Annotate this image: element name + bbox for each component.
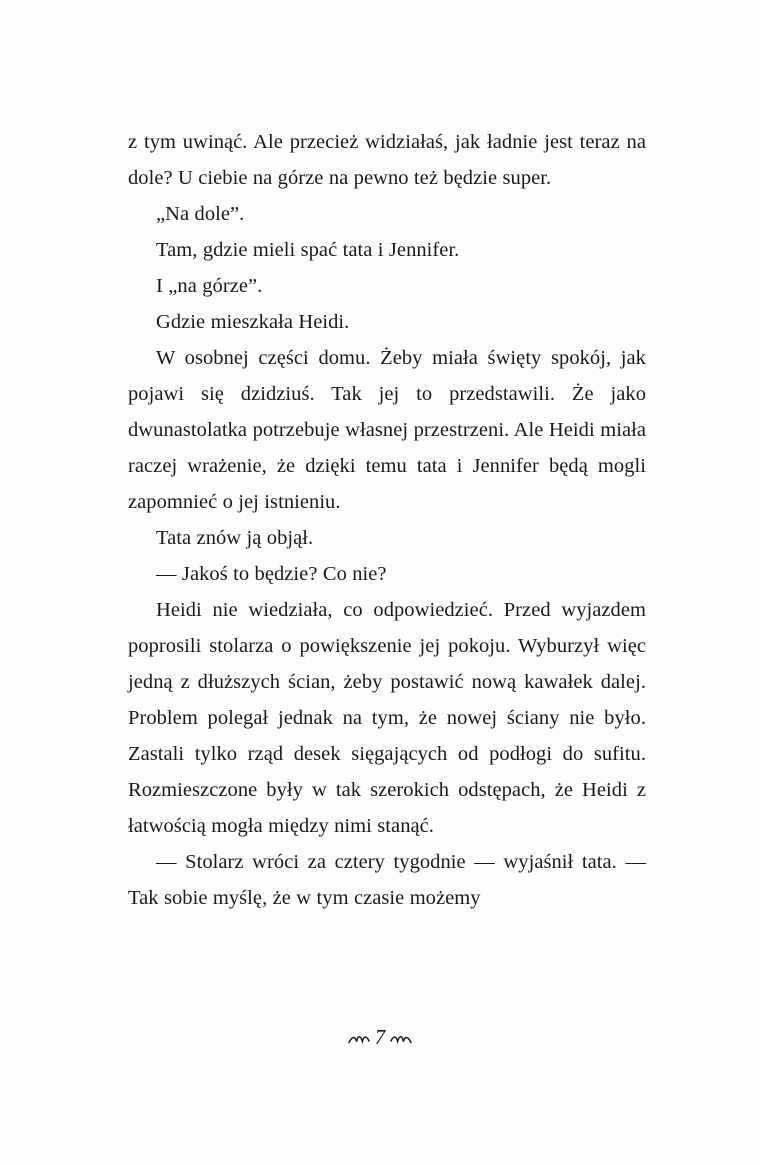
paragraph: Gdzie mieszkała Heidi. bbox=[156, 311, 350, 333]
paragraph: I „na górze”. bbox=[156, 275, 263, 297]
paragraph: „Na dole”. bbox=[156, 203, 245, 225]
paragraph: W osobnej części domu. Żeby miała święty spokój, jak pojawi się dzidziuś. Tak jej to przedstawili. Że jako dwunastolatka potrzebuje własnej przestrzeni. Ale Heidi miała raczej wrażenie, że dzięki temu tata i Jennifer będą mogli zapomnieć o jej istnieniu. bbox=[128, 347, 646, 513]
paragraph: Tata znów ją objął. bbox=[156, 527, 314, 549]
folio-ornament bbox=[348, 1025, 413, 1049]
flourish-right-icon bbox=[390, 1032, 412, 1046]
paragraph: — Jakoś to będzie? Co nie? bbox=[156, 563, 387, 585]
paragraph: — Stolarz wróci za cztery tygodnie — wyjaśnił tata. — Tak sobie myślę, że w tym czasie możemy bbox=[128, 851, 646, 909]
folio-number: 7 bbox=[374, 1025, 386, 1049]
paragraph: Heidi nie wiedziała, co odpowiedzieć. Przed wyjazdem poprosili stolarza o powiększenie jej pokoju. Wyburzył więc jedną z dłuższych ścian, żeby postawić nową kawałek dalej. Problem polegał jednak na tym, że nowej ściany nie było. Zastali tylko rząd desek sięgających od podłogi do sufitu. Rozmieszczone były w tak szerokich odstępach, że Heidi z łatwością mogła między nimi stanąć. bbox=[128, 599, 646, 837]
paragraph: z tym uwinąć. Ale przecież widziałaś, jak ładnie jest teraz na dole? U ciebie na górze na pewno też będzie super. bbox=[128, 131, 646, 189]
paragraph: Tam, gdzie mieli spać tata i Jennifer. bbox=[156, 239, 460, 261]
flourish-left-icon bbox=[348, 1032, 370, 1046]
page-text-block bbox=[128, 124, 646, 916]
page-folio bbox=[0, 1025, 760, 1068]
